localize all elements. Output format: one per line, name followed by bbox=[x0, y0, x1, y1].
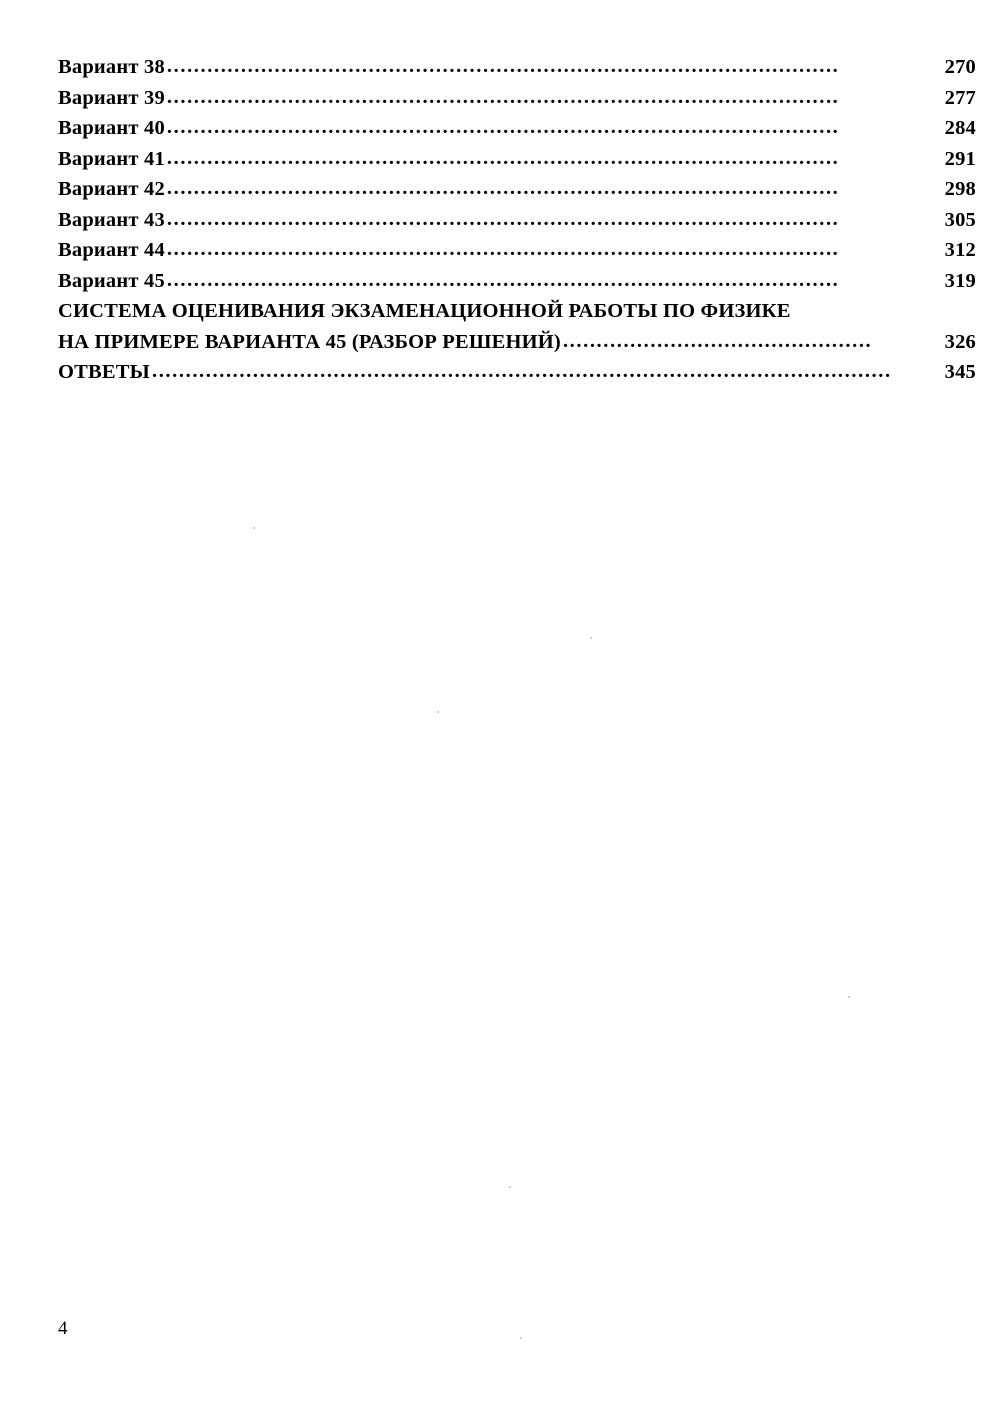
toc-entry-page: 291 bbox=[944, 147, 976, 170]
toc-entry-label: Вариант 43 bbox=[58, 208, 165, 231]
toc-entry-page: 305 bbox=[944, 208, 976, 231]
toc-entry-label: Вариант 41 bbox=[58, 147, 165, 170]
toc-entry-label-line2: НА ПРИМЕРЕ ВАРИАНТА 45 (РАЗБОР РЕШЕНИЙ) bbox=[58, 330, 561, 353]
toc-entry-label: Вариант 38 bbox=[58, 56, 165, 78]
toc-entry[interactable] bbox=[58, 205, 976, 236]
toc-leader-dots: .................................................................................................... bbox=[166, 85, 840, 108]
toc-entry[interactable] bbox=[58, 144, 976, 175]
toc-leader-dots: .................................................................................................... bbox=[166, 146, 840, 169]
toc-entry-answers[interactable] bbox=[58, 357, 976, 388]
toc-entry-label: Вариант 39 bbox=[58, 86, 165, 109]
scan-speck bbox=[848, 996, 850, 998]
toc-entry-label: Вариант 45 bbox=[58, 269, 165, 292]
toc-entry[interactable] bbox=[58, 235, 976, 266]
toc-entry[interactable] bbox=[58, 113, 976, 144]
toc-entry[interactable] bbox=[58, 83, 976, 114]
toc-entry-page: 298 bbox=[944, 178, 976, 200]
toc-leader-dots: .................................................................................................... bbox=[166, 207, 840, 230]
scan-speck bbox=[590, 637, 592, 639]
toc-entry-label: ОТВЕТЫ bbox=[58, 361, 150, 383]
toc-entry-label: Вариант 44 bbox=[58, 239, 165, 261]
scan-speck bbox=[520, 1337, 522, 1339]
toc-entry-label: Вариант 42 bbox=[58, 178, 165, 200]
scan-speck bbox=[253, 527, 255, 529]
toc-leader-dots: .............................................................................................................. bbox=[151, 360, 892, 382]
toc-entry-page: 326 bbox=[944, 330, 976, 353]
toc-entry-page: 277 bbox=[944, 86, 976, 109]
toc-entry-grading-system[interactable] bbox=[58, 296, 976, 357]
toc-leader-dots: .................................................................................................... bbox=[166, 268, 840, 291]
toc-entry-page: 345 bbox=[944, 361, 976, 383]
toc-entry-page: 270 bbox=[944, 56, 976, 78]
toc-leader-dots: .................................................................................................... bbox=[166, 116, 840, 138]
toc-entry-page: 284 bbox=[944, 117, 976, 139]
page-number: 4 bbox=[58, 1318, 68, 1339]
table-of-contents bbox=[58, 52, 976, 388]
toc-entry[interactable] bbox=[58, 52, 976, 83]
toc-leader-dots: .............................................. bbox=[562, 329, 873, 352]
scan-speck bbox=[509, 1186, 511, 1188]
toc-entry-label-line1: СИСТЕМА ОЦЕНИВАНИЯ ЭКЗАМЕНАЦИОННОЙ РАБОТЫ ПО ФИЗИКЕ bbox=[58, 300, 791, 322]
toc-entry-page: 312 bbox=[944, 239, 976, 261]
scan-speck bbox=[437, 711, 439, 713]
toc-entry[interactable] bbox=[58, 174, 976, 205]
toc-entry-label: Вариант 40 bbox=[58, 117, 165, 139]
toc-entry[interactable] bbox=[58, 266, 976, 297]
toc-entry-page: 319 bbox=[944, 269, 976, 292]
toc-leader-dots: .................................................................................................... bbox=[166, 238, 840, 260]
toc-leader-dots: .................................................................................................... bbox=[166, 177, 840, 199]
toc-leader-dots: .................................................................................................... bbox=[166, 55, 840, 77]
